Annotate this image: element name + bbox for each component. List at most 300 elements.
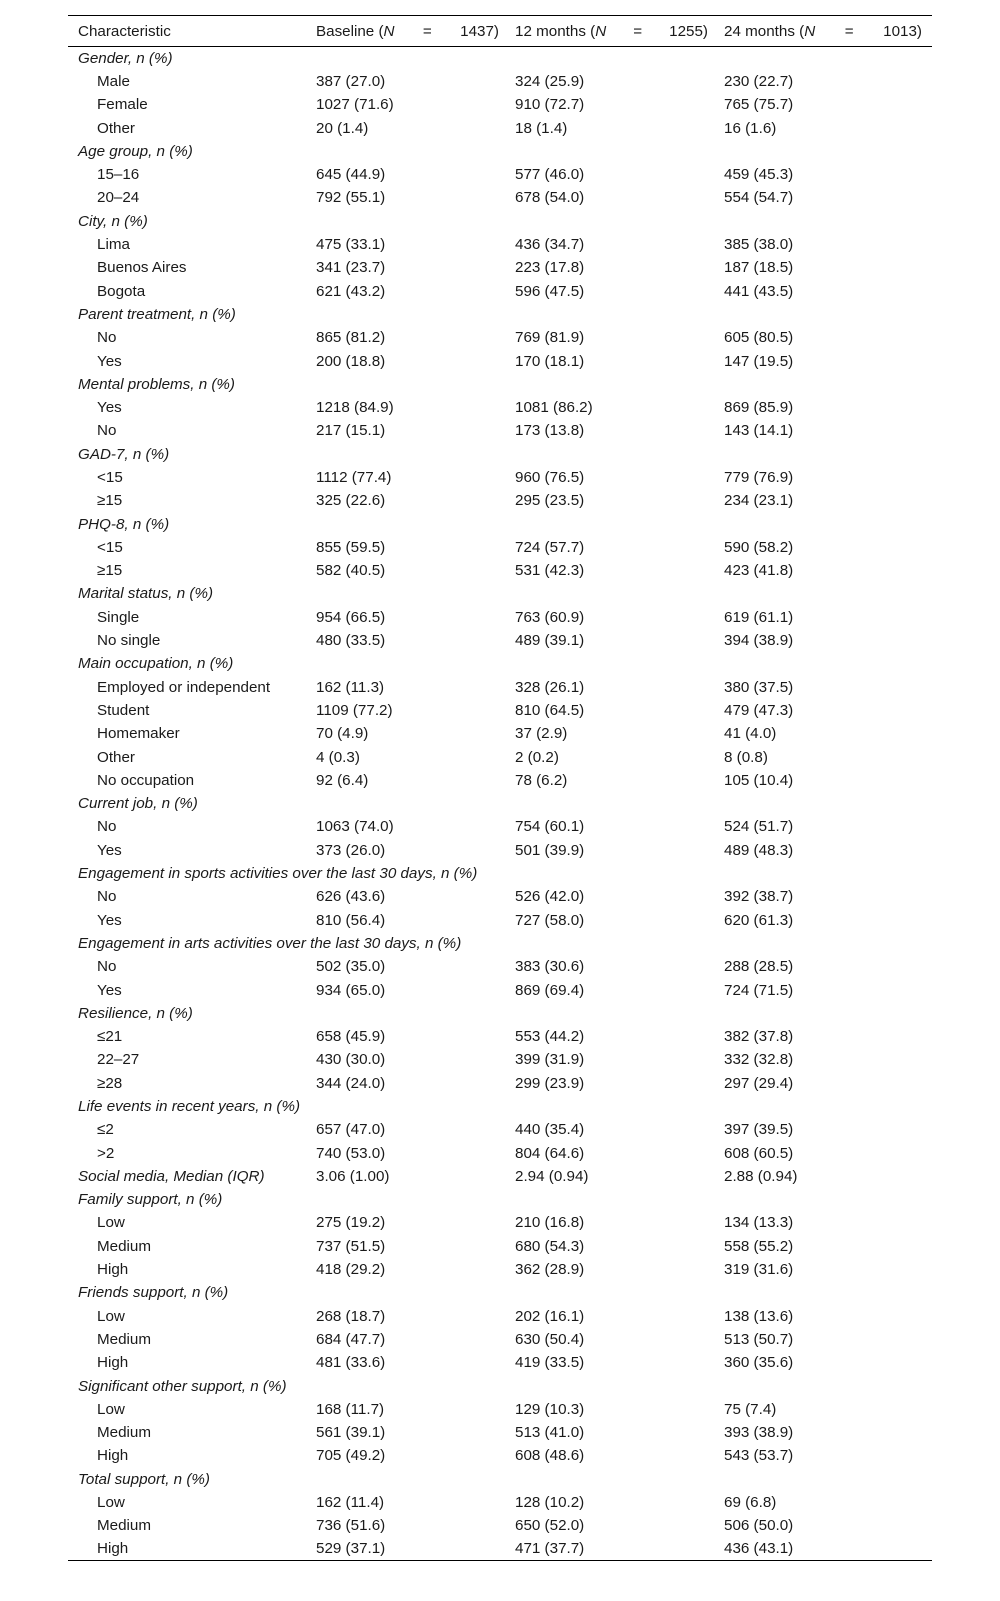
section-header-row	[68, 1468, 932, 1491]
section-title: GAD-7, n (%)	[78, 445, 170, 463]
table-row	[68, 70, 932, 93]
cell-baseline: 934 (65.0)	[316, 981, 386, 999]
cell-m12: 295 (23.5)	[515, 492, 585, 510]
row-label: Medium	[97, 1237, 152, 1255]
cell-baseline: 168 (11.7)	[316, 1400, 385, 1418]
section-title: PHQ-8, n (%)	[78, 515, 170, 533]
row-label: ≤21	[97, 1028, 123, 1046]
cell-baseline: 480 (33.5)	[316, 632, 386, 650]
row-label: ≥15	[97, 562, 123, 580]
cell-baseline: 1218 (84.9)	[316, 399, 394, 417]
cell-m24: 608 (60.5)	[724, 1144, 794, 1162]
cell-baseline: 70 (4.9)	[316, 725, 369, 743]
cell-m12: 596 (47.5)	[515, 282, 585, 300]
table-row	[68, 1025, 932, 1048]
table-row	[68, 676, 932, 699]
empty-cell	[515, 1468, 724, 1491]
cell-baseline: 740 (53.0)	[316, 1144, 386, 1162]
cell-m24: 605 (80.5)	[724, 329, 794, 347]
row-label: ≥28	[97, 1074, 123, 1092]
empty-cell	[316, 1095, 515, 1118]
cell-m12: 763 (60.9)	[515, 608, 585, 626]
cell-m12: 328 (26.1)	[515, 678, 585, 696]
cell-m24: 524 (51.7)	[724, 818, 794, 836]
cell-baseline: 1063 (74.0)	[316, 818, 394, 836]
empty-cell	[515, 1002, 724, 1025]
empty-cell	[515, 932, 724, 955]
table-row	[68, 839, 932, 862]
cell-baseline: 92 (6.4)	[316, 771, 369, 789]
cell-m24: 385 (38.0)	[724, 236, 794, 254]
cell-m12: 223 (17.8)	[515, 259, 585, 277]
empty-cell	[316, 210, 515, 233]
cell-baseline: 658 (45.9)	[316, 1028, 386, 1046]
cell-m12: 489 (39.1)	[515, 632, 585, 650]
empty-cell	[515, 373, 724, 396]
section-header-row	[68, 1281, 932, 1304]
cell-m12: 724 (57.7)	[515, 538, 585, 556]
cell-baseline: 645 (44.9)	[316, 166, 386, 184]
cell-baseline: 418 (29.2)	[316, 1261, 386, 1279]
empty-cell	[724, 1468, 932, 1491]
section-title: Marital status, n (%)	[78, 585, 214, 603]
section-title: Current job, n (%)	[78, 795, 198, 813]
empty-cell	[316, 1002, 515, 1025]
cell-m24: 779 (76.9)	[724, 468, 794, 486]
empty-cell	[724, 140, 932, 163]
section-title: Engagement in arts activities over the last 30 days, n (%)	[78, 934, 462, 952]
table-row	[68, 163, 932, 186]
table-row	[68, 466, 932, 489]
cell-m12: 608 (48.6)	[515, 1447, 585, 1465]
row-label: 22–27	[97, 1051, 140, 1069]
table-row	[68, 955, 932, 978]
cell-m12: 531 (42.3)	[515, 562, 585, 580]
cell-m12: 960 (76.5)	[515, 468, 585, 486]
cell-m12: 769 (81.9)	[515, 329, 585, 347]
row-label: 15–16	[97, 166, 140, 184]
empty-cell	[515, 1188, 724, 1211]
cell-m12: 810 (64.5)	[515, 701, 585, 719]
cell-m24: 288 (28.5)	[724, 958, 794, 976]
table-row	[68, 1351, 932, 1374]
empty-cell	[316, 140, 515, 163]
cell-baseline: 217 (15.1)	[316, 422, 386, 440]
cell-baseline: 162 (11.4)	[316, 1494, 385, 1512]
cell-m24: 394 (38.9)	[724, 632, 794, 650]
cell-baseline: 162 (11.3)	[316, 678, 385, 696]
section-header-row	[68, 512, 932, 535]
empty-cell	[724, 1281, 932, 1304]
row-label: Low	[97, 1214, 125, 1232]
empty-cell	[515, 792, 724, 815]
cell-baseline: 475 (33.1)	[316, 236, 386, 254]
empty-cell	[724, 862, 932, 885]
cell-baseline: 481 (33.6)	[316, 1354, 386, 1372]
cell-m12: 37 (2.9)	[515, 725, 568, 743]
empty-cell	[316, 1281, 515, 1304]
cell-baseline: 430 (30.0)	[316, 1051, 386, 1069]
cell-baseline: 344 (24.0)	[316, 1074, 386, 1092]
cell-m12: 399 (31.9)	[515, 1051, 585, 1069]
section-title: Parent treatment, n (%)	[78, 305, 236, 323]
cell-baseline: 737 (51.5)	[316, 1237, 386, 1255]
cell-m24: 619 (61.1)	[724, 608, 794, 626]
cell-m12: 553 (44.2)	[515, 1028, 585, 1046]
table-row	[68, 1305, 932, 1328]
header-baseline: Baseline (N = 1437)	[316, 16, 515, 47]
section-header-row	[68, 1165, 932, 1188]
section-header-row	[68, 443, 932, 466]
row-label: High	[68, 1538, 316, 1561]
cell-baseline: 561 (39.1)	[316, 1424, 386, 1442]
cell-m24: 69 (6.8)	[724, 1494, 777, 1512]
row-label: High	[97, 1447, 129, 1465]
cell-m12: 471 (37.7)	[515, 1538, 724, 1561]
cell-m24: 554 (54.7)	[724, 189, 794, 207]
cell-m12: 170 (18.1)	[515, 352, 585, 370]
cell-baseline: 275 (19.2)	[316, 1214, 386, 1232]
row-label: ≥15	[97, 492, 123, 510]
cell-m24: 423 (41.8)	[724, 562, 794, 580]
cell-baseline: 341 (23.7)	[316, 259, 386, 277]
cell-m24: 187 (18.5)	[724, 259, 794, 277]
table-row	[68, 489, 932, 512]
table-row	[68, 1328, 932, 1351]
empty-cell	[515, 1281, 724, 1304]
cell-m24: 558 (55.2)	[724, 1237, 794, 1255]
section-title: Family support, n (%)	[78, 1191, 223, 1209]
cell-m12: 324 (25.9)	[515, 72, 585, 90]
empty-cell	[515, 862, 724, 885]
cell-m12: 383 (30.6)	[515, 958, 585, 976]
section-header-row	[68, 1002, 932, 1025]
cell-baseline: 4 (0.3)	[316, 748, 360, 766]
cell-m24: 393 (38.9)	[724, 1424, 794, 1442]
row-label: Other	[97, 119, 135, 137]
empty-cell	[316, 1188, 515, 1211]
cell-m12: 419 (33.5)	[515, 1354, 585, 1372]
empty-cell	[724, 1095, 932, 1118]
empty-cell	[316, 443, 515, 466]
row-label: Student	[97, 701, 150, 719]
cell-m24: 869 (85.9)	[724, 399, 794, 417]
table-row	[68, 769, 932, 792]
row-label: No	[97, 818, 117, 836]
table-row	[68, 1398, 932, 1421]
cell-baseline: 529 (37.1)	[316, 1538, 515, 1561]
section-header-row	[68, 792, 932, 815]
row-label: Single	[97, 608, 140, 626]
cell-m24: 513 (50.7)	[724, 1330, 794, 1348]
row-label: Medium	[97, 1330, 152, 1348]
empty-cell	[724, 792, 932, 815]
table-row	[68, 279, 932, 302]
table-row	[68, 233, 932, 256]
cell-m12: 577 (46.0)	[515, 166, 585, 184]
row-label: Other	[97, 748, 135, 766]
cell-m24: 2.88 (0.94)	[724, 1167, 798, 1185]
cell-m12: 680 (54.3)	[515, 1237, 585, 1255]
row-label: Employed or independent	[97, 678, 271, 696]
table-row	[68, 1048, 932, 1071]
empty-cell	[316, 512, 515, 535]
section-title: Age group, n (%)	[78, 142, 193, 160]
cell-m12: 501 (39.9)	[515, 841, 585, 859]
cell-baseline: 200 (18.8)	[316, 352, 386, 370]
section-title: Engagement in sports activities over the last 30 days, n (%)	[78, 865, 478, 883]
row-label: No	[97, 888, 117, 906]
empty-cell	[515, 210, 724, 233]
row-label: Yes	[97, 399, 122, 417]
cell-m12: 513 (41.0)	[515, 1424, 585, 1442]
cell-baseline: 20 (1.4)	[316, 119, 369, 137]
cell-m24: 436 (43.1)	[724, 1538, 932, 1561]
row-label: Yes	[97, 352, 122, 370]
row-label: Male	[97, 72, 130, 90]
row-label: Medium	[97, 1424, 152, 1442]
row-label: Buenos Aires	[97, 259, 187, 277]
cell-m12: 2.94 (0.94)	[515, 1167, 589, 1185]
table-row	[68, 559, 932, 582]
cell-baseline: 1027 (71.6)	[316, 96, 394, 114]
table-row	[68, 908, 932, 931]
row-label: No	[97, 422, 117, 440]
row-label: Yes	[97, 981, 122, 999]
table-row	[68, 629, 932, 652]
row-label: 20–24	[97, 189, 140, 207]
empty-cell	[724, 582, 932, 605]
table-row	[68, 93, 932, 116]
empty-cell	[316, 652, 515, 675]
cell-m12: 299 (23.9)	[515, 1074, 585, 1092]
empty-cell	[316, 1468, 515, 1491]
empty-cell	[316, 1374, 515, 1397]
row-label: <15	[97, 538, 123, 556]
empty-cell	[515, 443, 724, 466]
cell-baseline: 373 (26.0)	[316, 841, 386, 859]
section-header-row	[68, 140, 932, 163]
empty-cell	[724, 303, 932, 326]
cell-m24: 459 (45.3)	[724, 166, 794, 184]
cell-m24: 143 (14.1)	[724, 422, 794, 440]
section-title: Resilience, n (%)	[78, 1004, 193, 1022]
cell-m24: 297 (29.4)	[724, 1074, 794, 1092]
table-row	[68, 978, 932, 1001]
header-characteristic: Characteristic	[68, 16, 316, 47]
table-row	[68, 1235, 932, 1258]
section-header-row	[68, 652, 932, 675]
section-header-row	[68, 582, 932, 605]
section-header-row	[68, 1188, 932, 1211]
empty-cell	[316, 792, 515, 815]
cell-baseline: 657 (47.0)	[316, 1121, 386, 1139]
empty-cell	[515, 512, 724, 535]
cell-m12: 630 (50.4)	[515, 1330, 585, 1348]
empty-cell	[724, 1188, 932, 1211]
section-title: Significant other support, n (%)	[78, 1377, 287, 1395]
cell-m24: 441 (43.5)	[724, 282, 794, 300]
cell-m24: 479 (47.3)	[724, 701, 794, 719]
table-row	[68, 1211, 932, 1234]
table-row	[68, 1538, 932, 1561]
section-header-row	[68, 303, 932, 326]
row-label: <15	[97, 468, 123, 486]
table-row	[68, 116, 932, 139]
empty-cell	[724, 512, 932, 535]
cell-baseline: 502 (35.0)	[316, 958, 386, 976]
table-row	[68, 606, 932, 629]
cell-m24: 724 (71.5)	[724, 981, 794, 999]
cell-baseline: 387 (27.0)	[316, 72, 386, 90]
row-label: Low	[97, 1400, 125, 1418]
empty-cell	[724, 652, 932, 675]
cell-m24: 8 (0.8)	[724, 748, 768, 766]
table-row	[68, 349, 932, 372]
cell-baseline: 1112 (77.4)	[316, 468, 392, 486]
cell-m24: 41 (4.0)	[724, 725, 777, 743]
section-title: Social media, Median (IQR)	[78, 1167, 265, 1185]
section-title: Gender, n (%)	[78, 49, 173, 67]
row-label: Homemaker	[97, 725, 180, 743]
cell-baseline: 855 (59.5)	[316, 538, 386, 556]
cell-baseline: 621 (43.2)	[316, 282, 386, 300]
section-title: Life events in recent years, n (%)	[78, 1098, 301, 1115]
cell-m12: 436 (34.7)	[515, 236, 585, 254]
cell-baseline: 865 (81.2)	[316, 329, 386, 347]
section-header-row	[68, 1095, 932, 1118]
cell-m12: 362 (28.9)	[515, 1261, 585, 1279]
table-row	[68, 536, 932, 559]
row-label: Yes	[97, 841, 122, 859]
row-label: High	[97, 1354, 129, 1372]
table-row	[68, 885, 932, 908]
cell-m24: 543 (53.7)	[724, 1447, 794, 1465]
cell-m12: 910 (72.7)	[515, 96, 585, 114]
cell-m24: 147 (19.5)	[724, 352, 794, 370]
row-label: Yes	[97, 911, 122, 929]
table-body	[68, 47, 932, 1561]
section-title: Mental problems, n (%)	[78, 375, 235, 393]
section-header-row	[68, 210, 932, 233]
empty-cell	[316, 303, 515, 326]
cell-m12: 650 (52.0)	[515, 1517, 585, 1535]
row-label: Lima	[97, 236, 130, 254]
cell-m12: 78 (6.2)	[515, 771, 568, 789]
characteristics-table-container	[68, 15, 932, 1561]
table-row	[68, 1072, 932, 1095]
table-row	[68, 745, 932, 768]
table-row	[68, 419, 932, 442]
empty-cell	[515, 140, 724, 163]
row-label: No	[97, 329, 117, 347]
table-row	[68, 1421, 932, 1444]
table-row	[68, 396, 932, 419]
cell-m24: 392 (38.7)	[724, 888, 794, 906]
cell-m12: 440 (35.4)	[515, 1121, 585, 1139]
cell-m12: 869 (69.4)	[515, 981, 585, 999]
cell-m24: 397 (39.5)	[724, 1121, 794, 1139]
cell-m12: 129 (10.3)	[515, 1400, 585, 1418]
table-header-row	[68, 16, 932, 47]
cell-m12: 727 (58.0)	[515, 911, 585, 929]
section-header-row	[68, 47, 932, 70]
section-header-row	[68, 862, 932, 885]
table-row	[68, 1141, 932, 1164]
row-label: Female	[97, 96, 148, 114]
characteristics-table	[68, 15, 932, 1561]
cell-m24: 360 (35.6)	[724, 1354, 794, 1372]
cell-m12: 804 (64.6)	[515, 1144, 585, 1162]
empty-cell	[316, 373, 515, 396]
cell-baseline: 582 (40.5)	[316, 562, 386, 580]
row-label: High	[97, 1261, 129, 1279]
cell-m24: 765 (75.7)	[724, 96, 794, 114]
empty-cell	[316, 47, 515, 70]
row-label: No occupation	[97, 771, 195, 789]
cell-baseline: 792 (55.1)	[316, 189, 386, 207]
cell-m24: 620 (61.3)	[724, 911, 794, 929]
cell-baseline: 626 (43.6)	[316, 888, 386, 906]
empty-cell	[724, 373, 932, 396]
row-label: No single	[97, 632, 161, 650]
section-header-row	[68, 1374, 932, 1397]
cell-m24: 332 (32.8)	[724, 1051, 794, 1069]
cell-m24: 16 (1.6)	[724, 119, 777, 137]
empty-cell	[316, 582, 515, 605]
cell-baseline: 1109 (77.2)	[316, 701, 393, 719]
row-label: ≤2	[97, 1121, 114, 1139]
cell-m24: 489 (48.3)	[724, 841, 794, 859]
cell-m12: 202 (16.1)	[515, 1307, 585, 1325]
section-title: Total support, n (%)	[78, 1470, 210, 1488]
table-row	[68, 326, 932, 349]
row-label: Low	[97, 1307, 125, 1325]
cell-m24: 134 (13.3)	[724, 1214, 794, 1232]
row-label: Low	[97, 1494, 125, 1512]
cell-m12: 173 (13.8)	[515, 422, 585, 440]
section-header-row	[68, 932, 932, 955]
empty-cell	[724, 47, 932, 70]
empty-cell	[724, 210, 932, 233]
cell-baseline: 325 (22.6)	[316, 492, 386, 510]
section-title: Main occupation, n (%)	[78, 655, 234, 673]
cell-m12: 1081 (86.2)	[515, 399, 593, 417]
cell-m24: 138 (13.6)	[724, 1307, 794, 1325]
empty-cell	[515, 582, 724, 605]
empty-cell	[515, 1374, 724, 1397]
cell-baseline: 684 (47.7)	[316, 1330, 386, 1348]
cell-baseline: 3.06 (1.00)	[316, 1167, 390, 1185]
cell-m24: 230 (22.7)	[724, 72, 794, 90]
empty-cell	[515, 47, 724, 70]
cell-m24: 382 (37.8)	[724, 1028, 794, 1046]
cell-m12: 18 (1.4)	[515, 119, 568, 137]
table-row	[68, 256, 932, 279]
cell-m24: 75 (7.4)	[724, 1400, 777, 1418]
section-title: City, n (%)	[78, 212, 148, 230]
section-header-row	[68, 373, 932, 396]
row-label: No	[97, 958, 117, 976]
empty-cell	[724, 932, 932, 955]
empty-cell	[515, 1095, 724, 1118]
cell-m12: 128 (10.2)	[515, 1494, 585, 1512]
cell-baseline: 810 (56.4)	[316, 911, 386, 929]
empty-cell	[515, 303, 724, 326]
cell-m24: 105 (10.4)	[724, 771, 794, 789]
table-row	[68, 1258, 932, 1281]
table-row	[68, 1491, 932, 1514]
